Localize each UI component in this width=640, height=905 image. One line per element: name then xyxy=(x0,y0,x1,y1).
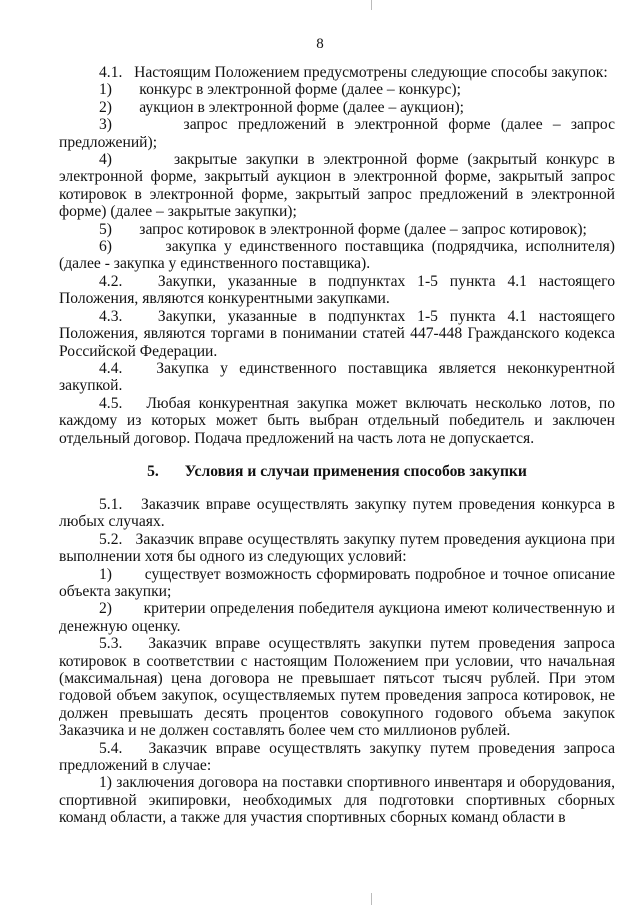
list-item: 6) закупка у единственного поставщика (подрядчика, исполнителя) (далее - закупка у единственного поставщика). xyxy=(59,238,615,273)
paragraph: 4.3. Закупки, указанные в подпунктах 1-5 пункта 4.1 настоящего Положения, являются торгами в понимании статей 447-448 Гражданского кодекса Российской Федерации. xyxy=(59,307,615,360)
paragraph: 4.1. Настоящим Положением предусмотрены следующие способы закупок: xyxy=(99,64,608,81)
section-5 xyxy=(59,496,615,827)
paragraph: 5.2. Заказчик вправе осуществлять закупку путем проведения аукциона при выполнении хотя бы одного из следующих условий: xyxy=(59,530,615,566)
list-item: 1) конкурс в электронной форме (далее – конкурс); xyxy=(99,81,461,99)
scan-mark-top xyxy=(371,0,372,10)
scan-mark-bottom xyxy=(371,893,372,905)
list-item: 4) закрытые закупки в электронной форме (закрытый конкурс в электронной форме, закрытый аукцион в электронной форме, закрытый запрос котировок в электронной форме, закрытый запрос предложений в электронной форме) (далее – закрытые закупки); xyxy=(59,151,615,221)
section-4 xyxy=(59,64,615,447)
list-item: 2) аукцион в электронной форме (далее – аукцион); xyxy=(99,98,464,116)
list-item: 3) запрос предложений в электронной форме (далее – запрос предложений); xyxy=(59,116,615,151)
paragraph: 5.4. Заказчик вправе осуществлять закупку путем проведения запроса предложений в случае: xyxy=(59,739,615,775)
section-number: 5. xyxy=(147,462,159,480)
paragraph: 4.4. Закупка у единственного поставщика является неконкурентной закупкой. xyxy=(59,359,615,395)
section-5-heading xyxy=(59,463,615,481)
page-number: 8 xyxy=(316,36,324,52)
list-item: 1) существует возможность сформировать подробное и точное описание объекта закупки; xyxy=(59,565,615,600)
list-item: 1) заключения договора на поставки спортивного инвентаря и оборудования, спортивной экипировки, необходимых для подготовки спортивных сборных команд области, а также для участия спортивных сборных команд области в xyxy=(59,774,615,827)
paragraph: 5.1. Заказчик вправе осуществлять закупку путем проведения конкурса в любых случаях. xyxy=(59,495,615,531)
paragraph: 4.2. Закупки, указанные в подпунктах 1-5 пункта 4.1 настоящего Положения, являются конкурентными закупками. xyxy=(59,272,615,308)
section-title: Условия и случаи применения способов закупки xyxy=(184,462,527,480)
paragraph: 5.3. Заказчик вправе осуществлять закупки путем проведения запроса котировок в соответствии с настоящим Положением при условии, что начальная (максимальная) цена договора не превышает пятьсот тысяч рублей. При этом годовой объем закупок, осуществляемых путем проведения запроса котировок, не должен превышать десять процентов совокупного годового объема закупок Заказчика и не должен составлять более чем сто миллионов рублей. xyxy=(59,635,615,740)
document-body xyxy=(59,64,615,827)
paragraph: 4.5. Любая конкурентная закупка может включать несколько лотов, по каждому из которых может быть выбран отдельный победитель и заключен отдельный договор. Подача предложений на часть лота не допускается. xyxy=(59,394,615,447)
list-item: 2) критерии определения победителя аукциона имеют количественную и денежную оценку. xyxy=(59,600,615,635)
list-item: 5) запрос котировок в электронной форме (далее – запрос котировок); xyxy=(99,220,587,238)
